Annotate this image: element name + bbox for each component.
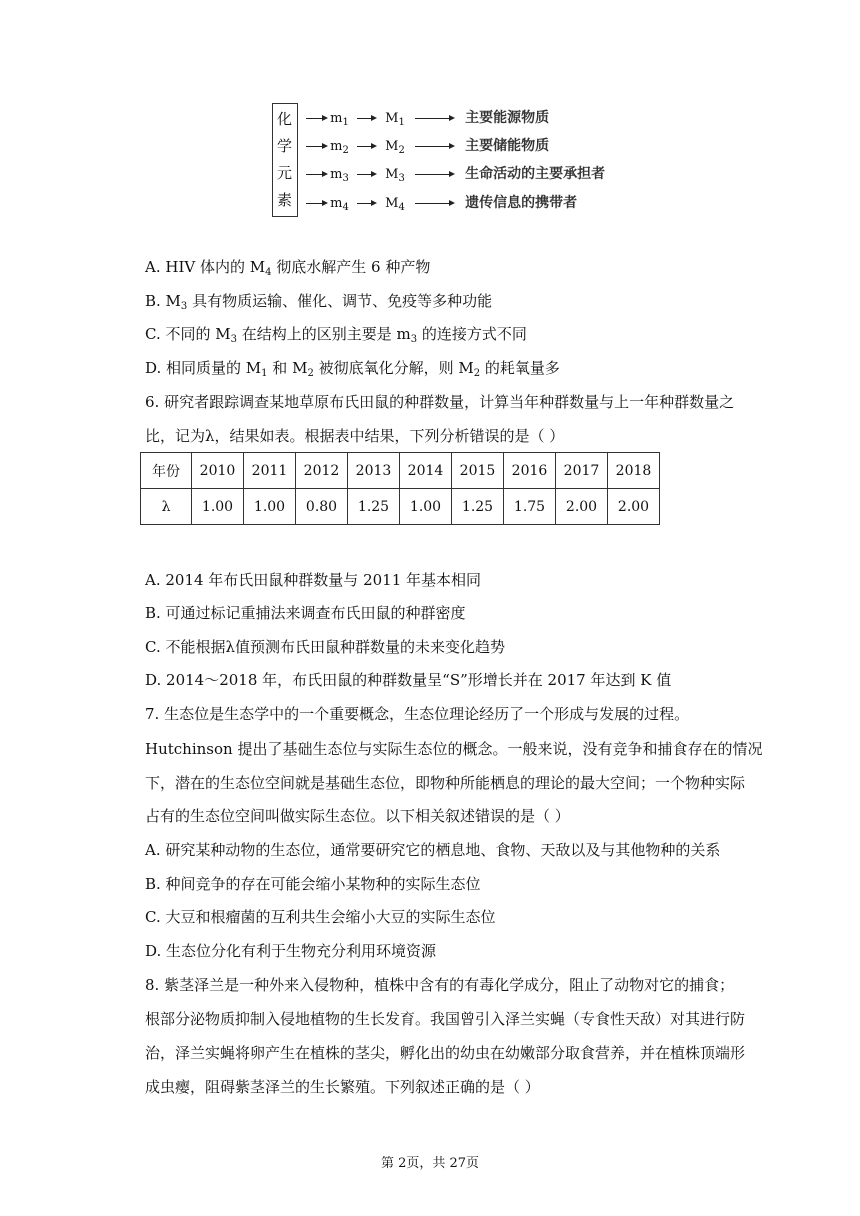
arrow-icon [415, 174, 453, 175]
q7-option-c: C. 大豆和根瘤菌的互利共生会缩小大豆的实际生态位 [145, 908, 496, 926]
q6-option-c: C. 不能根据λ值预测布氏田鼠种群数量的未来变化趋势 [145, 638, 505, 656]
box-char: 化 [277, 110, 293, 128]
arrow-icon [306, 203, 326, 204]
q5-option-b: B. $M_3$ 具有物质运输、催化、调节、免疫等多种功能 [145, 292, 493, 312]
table-header-cell: 2012 [296, 453, 348, 489]
table-header-cell: 2018 [608, 453, 660, 489]
arrow-icon [357, 118, 375, 119]
q5-option-a: A. HIV 体内的 $M_4$ 彻底水解产生 6 种产物 [145, 258, 431, 278]
arrow-icon [306, 174, 326, 175]
q7-stem-line: 7. 生态位是生态学中的一个重要概念，生态位理论经历了一个形成与发展的过程。 [145, 705, 690, 723]
diagram-label: 生命活动的主要承担者 [465, 166, 606, 182]
table-cell: 2.00 [556, 489, 608, 525]
box-char: 学 [277, 137, 293, 155]
arrow-icon [357, 174, 375, 175]
box-char: 素 [277, 191, 293, 209]
table-cell: 1.25 [348, 489, 400, 525]
arrow-icon [415, 146, 453, 147]
q7-stem-line: Hutchinson 提出了基础生态位与实际生态位的概念。一般来说，没有竞争和捕食存在的情况 [145, 740, 763, 758]
diagram-row: $m_1$ $M_1$ 主要能源物质 [306, 107, 549, 127]
arrow-icon [306, 146, 326, 147]
diagram-row: $m_3$ $M_3$ 生命活动的主要承担者 [306, 163, 605, 183]
table-row [141, 489, 660, 525]
table-header-cell: 2016 [504, 453, 556, 489]
table-cell: λ [141, 489, 192, 525]
q8-stem-line: 8. 紫茎泽兰是一种外来入侵物种，植株中含有的有毒化学成分，阻止了动物对它的捕食； [145, 976, 735, 994]
element-compound-diagram [272, 103, 612, 219]
q8-stem-line: 根部分泌物质抑制入侵地植物的生长发育。我国曾引入泽兰实蝇（专食性天敌）对其进行防 [145, 1010, 746, 1028]
q6-option-b: B. 可通过标记重捕法来调查布氏田鼠的种群密度 [145, 604, 466, 622]
table-cell: 1.25 [452, 489, 504, 525]
diagram-row: $m_4$ $M_4$ 遗传信息的携带者 [306, 192, 577, 212]
table-cell: 1.75 [504, 489, 556, 525]
q7-option-a: A. 研究某种动物的生态位，通常要研究它的栖息地、食物、天敌以及与其他物种的关系 [145, 841, 721, 859]
q6-stem-line: 6. 研究者跟踪调查某地草原布氏田鼠的种群数量，计算当年种群数量与上一年种群数量之 [145, 393, 735, 411]
table-header-cell: 2013 [348, 453, 400, 489]
table-header-cell: 2011 [244, 453, 296, 489]
table-row [141, 453, 660, 489]
q5-option-d: D. 相同质量的 $M_1$ 和 $M_2$ 被彻底氧化分解，则 $M_2$ 的耗氧量多 [145, 359, 560, 379]
q8-stem-line: 治，泽兰实蝇将卵产生在植株的茎尖，孵化出的幼虫在幼嫩部分取食营养，并在植株顶端形 [145, 1044, 746, 1062]
table-header-cell: 2015 [452, 453, 504, 489]
diagram-label: 主要储能物质 [465, 138, 550, 154]
q8-stem-line: 成虫瘿，阻碍紫茎泽兰的生长繁殖。下列叙述正确的是（ ） [145, 1078, 540, 1096]
q6-stem-line: 比，记为λ，结果如表。根据表中结果，下列分析错误的是（ ） [145, 427, 565, 445]
table-cell: 1.00 [244, 489, 296, 525]
table-header-cell: 2010 [192, 453, 244, 489]
q6-option-d: D. 2014～2018 年，布氏田鼠的种群数量呈“S”形增长并在 2017 年达到 K 值 [145, 671, 672, 689]
q7-stem-line: 占有的生态位空间叫做实际生态位。以下相关叙述错误的是（ ） [145, 807, 570, 825]
diagram-label: 遗传信息的携带者 [465, 195, 578, 211]
q5-option-c: C. 不同的 $M_3$ 在结构上的区别主要是 $m_3$ 的连接方式不同 [145, 325, 527, 345]
arrow-icon [415, 118, 453, 119]
table-cell: 2.00 [608, 489, 660, 525]
chemical-elements-box [272, 103, 298, 217]
diagram-row: $m_2$ $M_2$ 主要储能物质 [306, 135, 549, 155]
q7-stem-line: 下，潜在的生态位空间就是基础生态位，即物种所能栖息的理论的最大空间；一个物种实际 [145, 774, 746, 792]
arrow-icon [357, 203, 375, 204]
q7-option-b: B. 种间竞争的存在可能会缩小某物种的实际生态位 [145, 875, 481, 893]
table-header-cell: 2017 [556, 453, 608, 489]
arrow-icon [357, 146, 375, 147]
table-cell: 1.00 [400, 489, 452, 525]
arrow-icon [415, 203, 453, 204]
q6-option-a: A. 2014 年布氏田鼠种群数量与 2011 年基本相同 [145, 571, 482, 589]
arrow-icon [306, 118, 326, 119]
table-header-cell: 2014 [400, 453, 452, 489]
lambda-table [140, 452, 660, 525]
page-number: 第 2页，共 27页 [380, 1156, 480, 1171]
q7-option-d: D. 生态位分化有利于生物充分利用环境资源 [145, 942, 437, 960]
box-char: 元 [277, 164, 293, 182]
table-header-cell: 年份 [141, 453, 192, 489]
table-cell: 1.00 [192, 489, 244, 525]
diagram-label: 主要能源物质 [465, 110, 550, 126]
table-cell: 0.80 [296, 489, 348, 525]
